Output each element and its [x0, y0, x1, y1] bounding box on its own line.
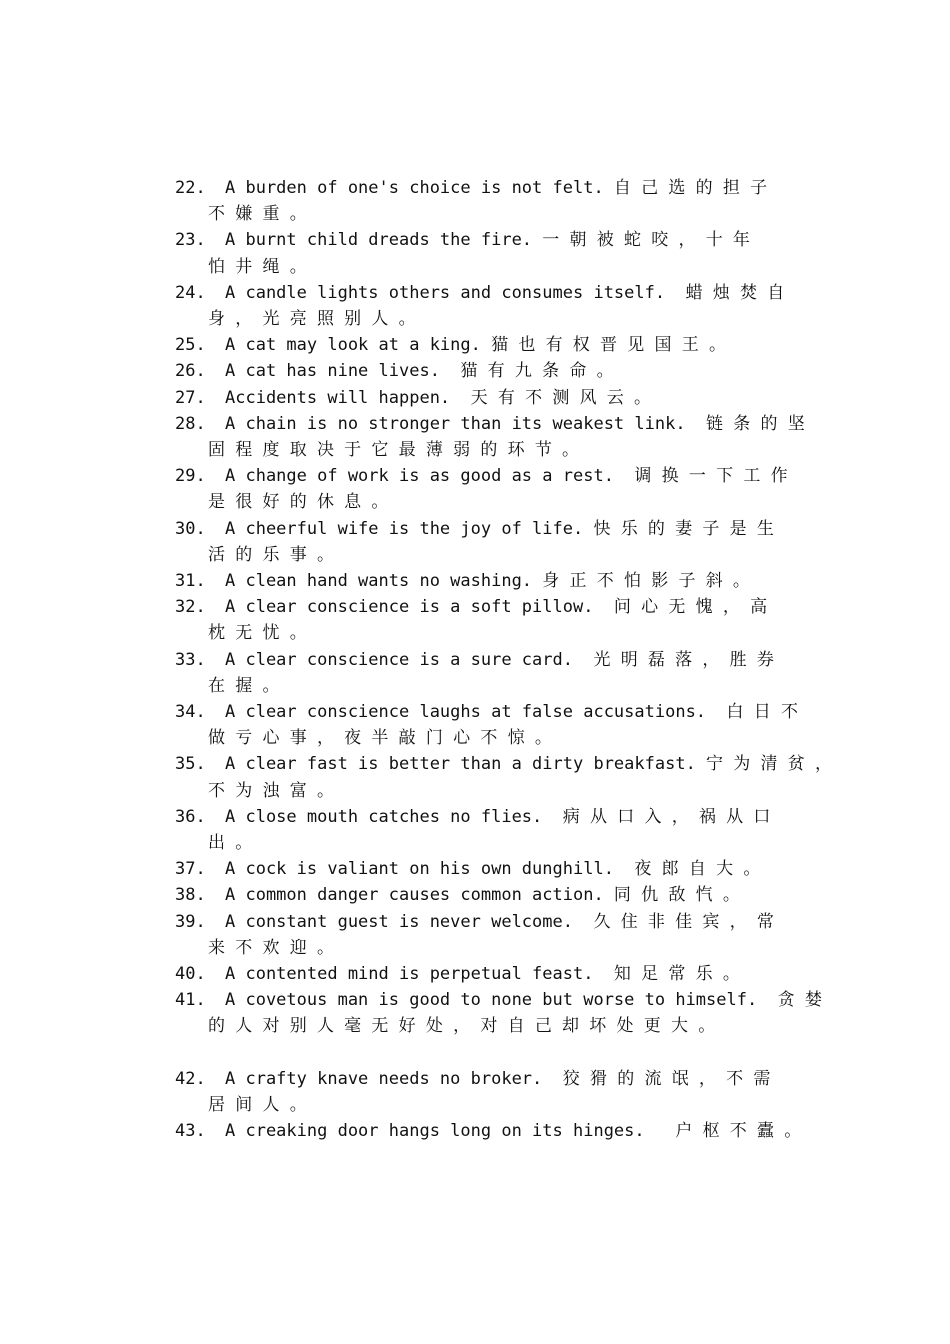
proverb-number: 43. [175, 1121, 206, 1142]
proverb-line [175, 332, 726, 358]
proverb-line [175, 751, 832, 777]
proverb-line [175, 411, 805, 437]
proverb-continuation: 身 ， 光 亮 照 别 人 。 [208, 309, 416, 329]
proverb-line [175, 516, 774, 542]
proverb-line [175, 280, 784, 306]
proverb-number: 29. [175, 466, 206, 487]
proverb-number: 33. [175, 649, 206, 670]
proverb-continuation: 来 不 欢 迎 。 [208, 937, 334, 958]
proverb-text: Accidents will happen. 天 有 不 测 风 云 。 [225, 387, 652, 408]
proverb-line [175, 227, 750, 253]
proverb-number: 37. [175, 859, 206, 880]
proverb-text: A chain is no stronger than its weakest link. 链 条 的 坚 [225, 413, 805, 434]
proverb-line [175, 856, 760, 882]
proverb-text: A close mouth catches no flies. 病 从 口 入 ， 祸 从 口 [225, 806, 771, 827]
proverb-continuation: 怕 井 绳 。 [208, 256, 307, 277]
proverb-text: A covetous man is good to none but worse to himself. 贪 婪 [225, 990, 822, 1011]
proverb-line [175, 594, 767, 620]
proverb-number: 22. [175, 178, 206, 198]
proverb-line [175, 1066, 770, 1092]
proverb-number: 26. [175, 361, 206, 382]
proverb-number: 31. [175, 571, 206, 591]
proverb-text: A burden of one's choice is not felt. 自 己 选 的 担 子 [225, 178, 768, 198]
proverb-continuation: 不 为 浊 富 。 [208, 780, 334, 801]
proverb-continuation: 枕 无 忧 。 [208, 623, 307, 644]
proverb-number: 24. [175, 282, 206, 303]
proverb-continuation: 是 很 好 的 休 息 。 [208, 492, 389, 513]
proverb-continuation: 居 间 人 。 [208, 1095, 307, 1115]
proverb-line [175, 882, 740, 908]
proverb-line [175, 385, 651, 411]
proverb-number: 39. [175, 911, 206, 932]
proverb-number: 27. [175, 387, 206, 408]
proverb-number: 25. [175, 335, 206, 356]
proverb-text: A cock is valiant on his own dunghill. 夜 郎 自 大 。 [225, 859, 761, 880]
proverb-line [175, 987, 822, 1013]
proverb-continuation: 不 嫌 重 。 [208, 204, 307, 225]
proverb-text: A constant guest is never welcome. 久 住 非 佳 宾 ， 常 [225, 911, 774, 932]
proverb-text: A common danger causes common action. 同 仇 敌 忾 。 [225, 885, 740, 906]
proverb-text: A clear conscience is a sure card. 光 明 磊 落 ， 胜 券 [225, 649, 774, 670]
proverb-text: A crafty knave needs no broker. 狡 猾 的 流 氓 ， 不 需 [225, 1068, 771, 1089]
proverb-line [175, 463, 788, 489]
proverb-text: A contented mind is perpetual feast. 知 足 常 乐 。 [225, 964, 740, 984]
proverb-text: A clear conscience is a soft pillow. 问 心 无 愧 ， 高 [225, 597, 768, 618]
proverb-line [175, 358, 614, 384]
proverb-text: A clear conscience laughs at false accusations. 白 日 不 [225, 702, 798, 722]
proverb-text: A burnt child dreads the fire. 一 朝 被 蛇 咬 ， 十 年 [225, 230, 750, 251]
proverb-line [175, 804, 770, 830]
proverb-number: 42. [175, 1068, 206, 1089]
proverb-line [175, 175, 767, 201]
proverb-number: 35. [175, 754, 206, 775]
proverb-number: 32. [175, 597, 206, 618]
proverb-continuation: 活 的 乐 事 。 [208, 544, 334, 565]
proverb-text: A cat may look at a king. 猫 也 有 权 晋 见 国 王 。 [225, 335, 726, 356]
proverb-line [175, 909, 774, 935]
proverb-line [175, 961, 740, 987]
proverb-line [175, 699, 798, 725]
proverb-number: 30. [175, 518, 206, 539]
proverb-number: 40. [175, 964, 206, 984]
proverb-number: 38. [175, 885, 206, 906]
proverb-line [175, 647, 774, 673]
proverb-number: 34. [175, 702, 206, 722]
proverb-text: A change of work is as good as a rest. 调 换 一 下 工 作 [225, 466, 788, 487]
proverb-continuation: 在 握 。 [208, 675, 280, 696]
proverb-continuation: 出 。 [208, 833, 253, 853]
proverb-text: A cat has nine lives. 猫 有 九 条 命 。 [225, 361, 614, 382]
proverb-number: 41. [175, 990, 206, 1011]
proverb-number: 28. [175, 413, 206, 434]
proverb-continuation: 的 人 对 别 人 毫 无 好 处 ， 对 自 己 却 坏 处 更 大 。 [208, 1016, 716, 1037]
proverb-line [175, 1118, 801, 1144]
proverb-number: 23. [175, 230, 206, 251]
proverb-text: A clean hand wants no washing. 身 正 不 怕 影 子 斜 。 [225, 571, 750, 591]
proverb-text: A cheerful wife is the joy of life. 快 乐 的 妻 子 是 生 [225, 518, 774, 539]
proverb-text: A clear fast is better than a dirty breakfast. 宁 为 清 贫 ， [225, 754, 832, 775]
proverb-continuation: 固 程 度 取 决 于 它 最 薄 弱 的 环 节 。 [208, 440, 580, 460]
proverb-number: 36. [175, 806, 206, 827]
proverb-text: A candle lights others and consumes itself. 蜡 烛 焚 自 [225, 282, 785, 303]
proverb-text: A creaking door hangs long on its hinges. 户 枢 不 蠹 。 [225, 1121, 802, 1142]
proverb-line [175, 568, 750, 594]
proverb-continuation: 做 亏 心 事 ， 夜 半 敲 门 心 不 惊 。 [208, 728, 552, 749]
